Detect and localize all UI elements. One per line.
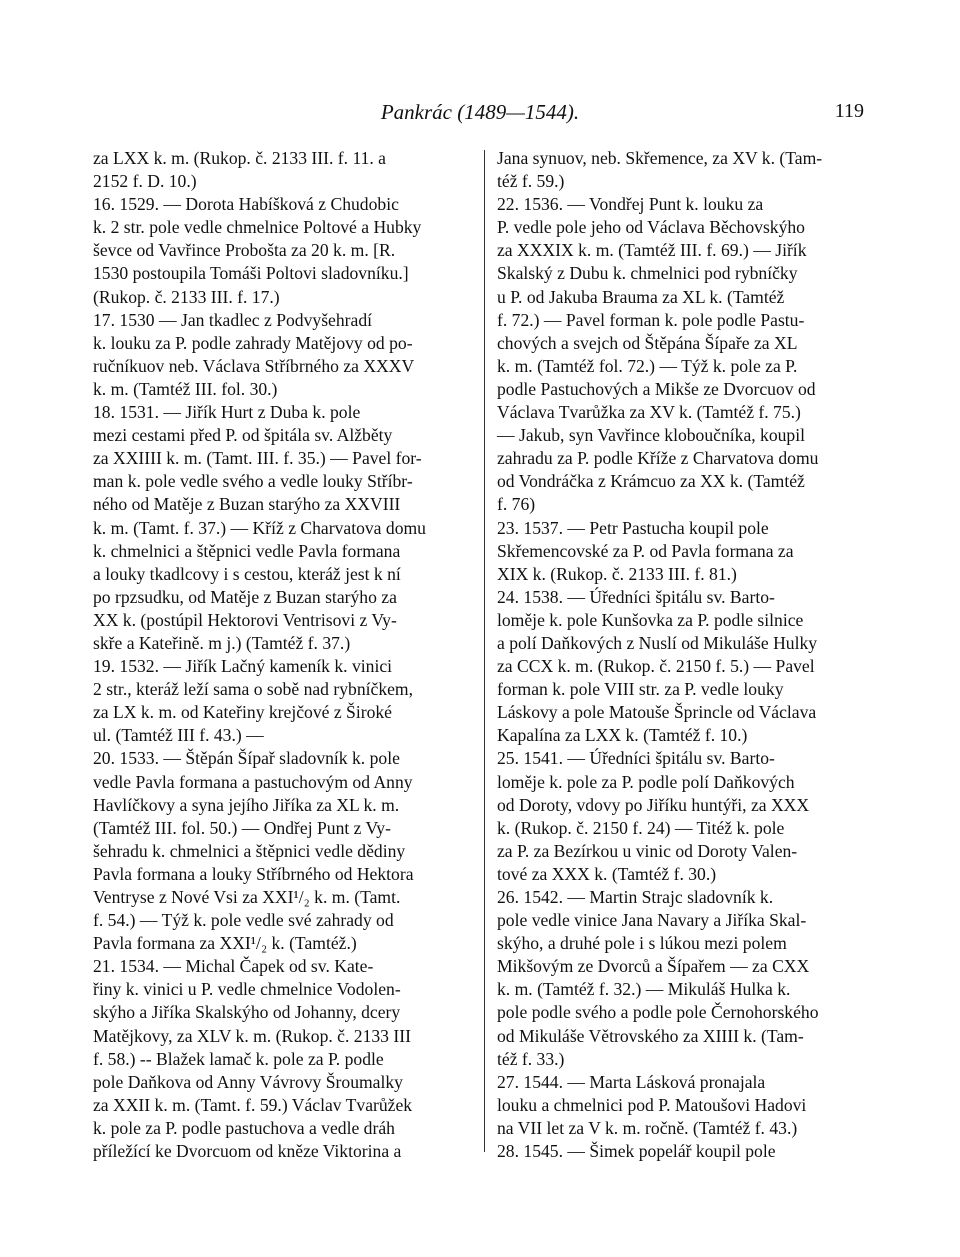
text-line: 17. 1530 — Jan tkadlec z Podvyšehradí [93,309,373,330]
right-column [497,147,872,1163]
text-line: man k. pole vedle svého a vedle louky Stříbr- [93,471,413,492]
text-line: f. 72.) — Pavel forman k. pole podle Pastu- [497,309,805,330]
text-line: od Doroty, vdovy po Jiříku huntýři, za XXX [497,794,810,815]
text-line: 24. 1538. — Úředníci špitálu sv. Barto- [497,586,775,607]
text-line: Mikšovým ze Dvorců a Šípařem — za CXX [497,956,810,977]
text-line: f. 58.) -- Blažek lamač k. pole za P. podle [93,1048,384,1069]
text-line: mezi cestami před P. od špitála sv. Alžběty [93,425,393,446]
text-line: 22. 1536. — Vondřej Punt k. louku za [497,194,764,215]
text-line: 23. 1537. — Petr Pastucha koupil pole [497,517,769,538]
text-line: pole podle svého a podle pole Černohorského [497,1002,819,1023]
text-line: ševce od Vavřince Proboštа za 20 k. m. [R. [93,240,396,261]
text-line: k. m. (Tamtéž fol. 72.) — Týž k. pole za P. [497,355,798,376]
text-line: 25. 1541. — Úředníci špitálu sv. Barto- [497,748,775,769]
text-line: na VII let za V k. m. ročně. (Tamtéž f. 43.) [497,1117,798,1138]
text-line: Skalský z Dubu k. chmelnici pod rybníčky [497,263,798,284]
text-line: za CCX k. m. (Rukop. č. 2150 f. 5.) — Pavel [497,656,815,677]
text-line: Havlíčkovy a syna jejího Jiříka za XL k. m. [93,794,400,815]
text-line: po rpzsudku, od Matěje z Buzan starýho za [93,586,397,607]
text-line: za XXXIX k. m. (Tamtéž III. f. 69.) — Jiřík [497,240,807,261]
text-line: loměje k. pole Kunšovka za P. podle silnice [497,609,804,630]
text-line: skýho, a druhé pole i s lúkou mezi polem [497,933,787,954]
text-line: 27. 1544. — Marta Lásková pronajala [497,1071,766,1092]
running-title: Pankrác (1489—1544). [380,100,580,124]
text-line: k. 2 str. pole vedle chmelnice Poltové a Hubky [93,217,422,238]
column-divider [484,150,485,1152]
text-line: — Jakub, syn Vavřince kloboučníka, koupil [497,425,806,446]
text-line: Láskovy a pole Matouše Šprincle od Václava [497,702,817,723]
text-line: 2 str., kteráž leží sama o sobě nad rybníčkem, [93,679,414,700]
text-line: řiny k. vinici u P. vedle chmelnice Vodolen- [93,979,401,1000]
text-line: (Tamtéž III. fol. 50.) — Ondřej Punt z Vy- [93,817,391,838]
text-line: k. pole za P. podle pastuchova a vedle dráh [93,1117,395,1138]
text-line: Pavla formana za XXI¹/₂ k. (Tamtéž.) [93,933,357,954]
text-line: skře a Kateřině. m j.) (Tamtéž f. 37.) [93,632,351,653]
text-line: šehradu k. chmelnici a štěpnici vedle dědiny [93,840,406,861]
text-line: za P. za Bezírkou u vinic od Doroty Valen- [497,840,798,861]
text-line: 20. 1533. — Štěpán Šípař sladovník k. pole [93,748,400,769]
text-line: skýho a Jiříka Skalskýho od Johanny, dcery [93,1002,401,1023]
text-line: též f. 59.) [497,171,565,192]
text-line: 16. 1529. — Dorota Habíšková z Chudobic [93,194,399,215]
text-line: k. m. (Tamtéž f. 32.) — Mikuláš Hulka k. [497,979,791,1000]
text-line: k. chmelnici a štěpnici vedle Pavla formana [93,540,401,561]
text-line: pole Daňkova od Anny Vávrovy Šroumalky [93,1071,403,1092]
text-line: P. vedle pole jeho od Václava Běchovskýho [497,217,805,238]
text-line: ného od Matěje z Buzan starýho za XXVIII [93,494,401,515]
text-line: 26. 1542. — Martin Strajc sladovník k. [497,887,774,907]
text-line: Kapalína za LXX k. (Tamtéž f. 10.) [497,725,748,746]
text-line: podle Pastuchových a Mikše ze Dvorcuov od [497,378,816,399]
text-line: f. 54.) — Týž k. pole vedle své zahrady od [93,910,394,931]
text-line: Ventryse z Nové Vsi za XXI¹/₂ k. m. (Tamt. [93,887,401,907]
text-line: XX k. (postúpil Hektorovi Ventrisovi z Vy- [93,609,397,630]
text-line: k. (Rukop. č. 2150 f. 24) — Titéž k. pole [497,817,785,838]
text-line: příležící ke Dvorcuom od kněze Viktorina a [93,1141,402,1162]
text-line: 21. 1534. — Michal Čapek od sv. Kate- [93,956,374,977]
text-line: k. m. (Tamtéž III. fol. 30.) [93,378,278,399]
text-line: chových a svejch od Štěpána Šípaře za XL [497,332,798,353]
text-line: za XXII k. m. (Tamt. f. 59.) Václav Tvarůžek [93,1094,413,1115]
text-line: Jana synuov, neb. Skřemence, za XV k. (Tam- [497,148,823,168]
text-line: a polí Daňkových z Nuslí od Mikuláše Hulky [497,632,818,653]
page-number: 119 [834,100,864,122]
text-line: a louky tkadlcovy i s cestou, kteráž jest k ní [93,563,401,584]
text-line: vedle Pavla formana a pastuchovým od Anny [93,771,413,792]
text-line: za LXX k. m. (Rukop. č. 2133 III. f. 11. a [93,148,386,168]
text-line: od Mikuláše Větrovského za XIIII k. (Tam- [497,1025,804,1046]
page-header [0,96,960,130]
text-line: Matějkovy, za XLV k. m. (Rukop. č. 2133 III [93,1025,411,1046]
text-line: 2152 f. D. 10.) [93,171,197,192]
text-line: Pavla formana a louky Stříbrného od Hektora [93,863,414,884]
text-line: pole vedle vinice Jana Navary a Jiříka Skal- [497,910,807,931]
text-line: 1530 postoupila Tomáši Poltovi sladovníku.] [93,263,409,284]
text-line: louku a chmelnici pod P. Matoušovi Hadovi [497,1094,807,1115]
text-line: 19. 1532. — Jiřík Lačný kameník k. vinici [93,656,393,677]
text-line: XIX k. (Rukop. č. 2133 III. f. 81.) [497,563,737,584]
text-line: u P. od Jakuba Brauma za XL k. (Tamtéž [497,286,785,307]
text-line: 28. 1545. — Šimek popelář koupil pole [497,1141,776,1162]
text-line: ručníkuov neb. Václava Stříbrného za XXXV [93,355,415,376]
text-line: 18. 1531. — Jiřík Hurt z Duba k. pole [93,402,361,423]
text-line: od Vondráčka z Krámcuo za XX k. (Tamtéž [497,471,805,492]
left-column [93,147,473,1163]
text-line: Václava Tvarůžka za XV k. (Tamtéž f. 75.) [497,402,801,423]
text-line: za LX k. m. od Kateřiny krejčové z Široké [93,702,392,723]
text-line: forman k. pole VIII str. za P. vedle louky [497,679,784,700]
text-line: zahradu za P. podle Kříže z Charvatova domu [497,448,819,469]
text-line: Skřemencovské za P. od Pavla formana za [497,540,794,561]
text-line: k. louku za P. podle zahrady Matějovy od po- [93,332,413,353]
text-line: ul. (Tamtéž III f. 43.) — [93,725,264,746]
text-line: (Rukop. č. 2133 III. f. 17.) [93,286,280,307]
text-line: loměje k. pole za P. podle polí Daňkových [497,771,795,792]
text-line: tové za XXX k. (Tamtéž f. 30.) [497,863,717,884]
text-line: f. 76) [497,494,536,515]
text-line: též f. 33.) [497,1048,565,1069]
text-line: za XXIIII k. m. (Tamt. III. f. 35.) — Pavel for- [93,448,422,469]
text-line: k. m. (Tamt. f. 37.) — Kříž z Charvatova domu [93,517,426,538]
